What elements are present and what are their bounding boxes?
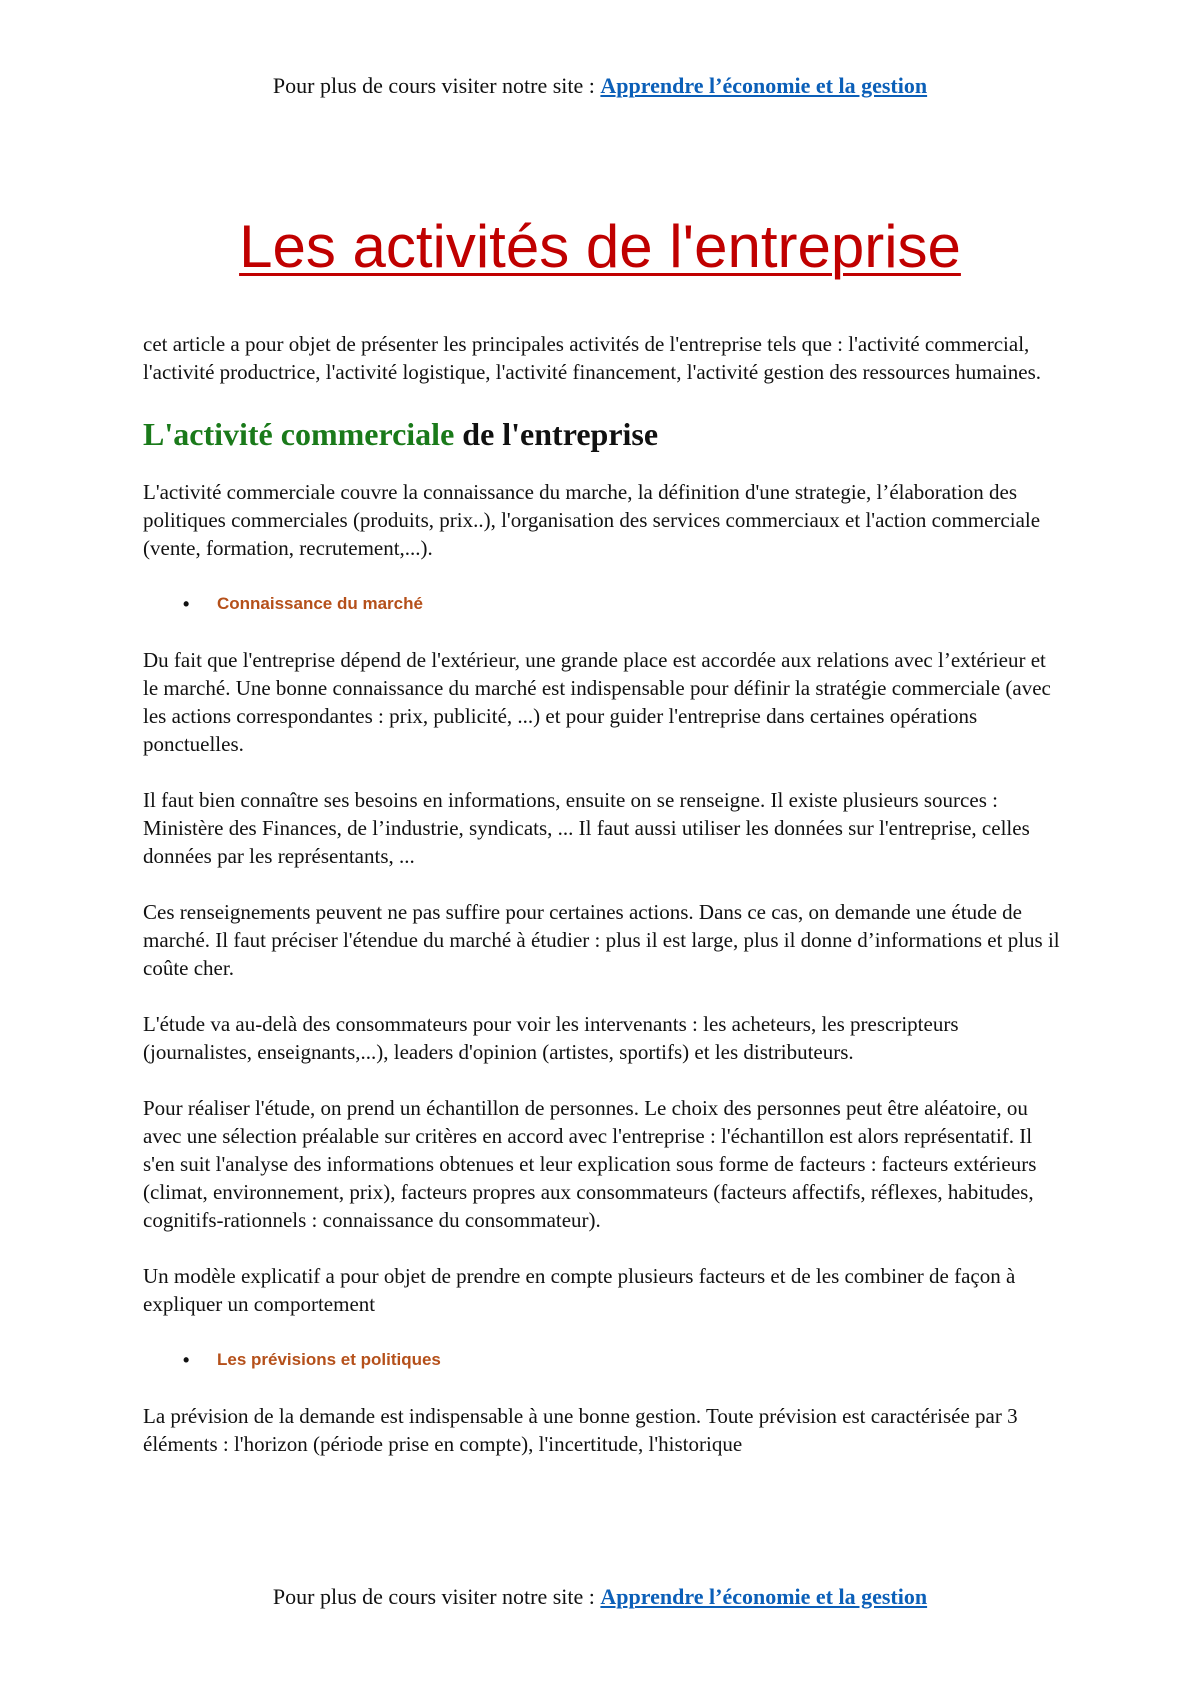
bullet-dot-icon: • — [183, 594, 190, 614]
footer-prefix: Pour plus de cours visiter notre site : — [272, 1584, 601, 1609]
page-title — [0, 212, 1200, 282]
header-prefix: Pour plus de cours visiter notre site : — [272, 73, 601, 98]
bullet-dot-icon: • — [183, 1350, 190, 1370]
header-site-link[interactable]: Apprendre l’économie et la gestion — [600, 73, 928, 98]
paragraph-5: L'étude va au-delà des consommateurs pour voir les intervenants : les acheteurs, les prescripteurs (journalistes, enseignants,...), leaders d'opinion (artistes, sportifs) et les distributeurs. — [143, 1012, 959, 1064]
paragraph-1: L'activité commerciale couvre la connaissance du marche, la définition d'une strategie, l’élaboration des politiques commerciales (produits, prix..), l'organisation des services commerciaux et l'action commerciale (vente, formation, recrutement,...). — [143, 480, 1041, 560]
footer-banner — [0, 1583, 1200, 1611]
bullet-label: Connaissance du marché — [217, 594, 423, 613]
footer-site-link[interactable]: Apprendre l’économie et la gestion — [600, 1584, 928, 1609]
paragraph-8: La prévision de la demande est indispensable à une bonne gestion. Toute prévision est caractérisée par 3 éléments : l'horizon (période prise en compte), l'incertitude, l'historique — [143, 1404, 1018, 1456]
bullet-previsions-politiques — [143, 1346, 1063, 1374]
page-title-text: Les activités de l'entreprise — [239, 213, 961, 280]
header-banner — [0, 72, 1200, 100]
intro-paragraph: cet article a pour objet de présenter les principales activités de l'entreprise tels que : l'activité commercial, l'activité productrice, l'activité logistique, l'activité financement, l'activité gestion des ressources humaines. — [143, 332, 1042, 384]
section-heading-black: de l'entreprise — [454, 416, 659, 452]
paragraph-4: Ces renseignements peuvent ne pas suffire pour certaines actions. Dans ce cas, on demande une étude de marché. Il faut préciser l'étendue du marché à étudier : plus il est large, plus il donne d’informations et plus il coûte cher. — [143, 900, 1060, 980]
paragraph-6: Pour réaliser l'étude, on prend un échantillon de personnes. Le choix des personnes peut être aléatoire, ou avec une sélection préalable sur critères en accord avec l'entreprise : l'échantillon est alors représentatif. Il s'en suit l'analyse des informations obtenues et leur explication sous forme de facteurs : facteurs extérieurs (climat, environnement, prix), facteurs propres aux consommateurs (facteurs affectifs, réflexes, habitudes, cognitifs-rationnels : connaissance du consommateur). — [143, 1096, 1037, 1232]
paragraph-7: Un modèle explicatif a pour objet de prendre en compte plusieurs facteurs et de les combiner de façon à expliquer un comportement — [143, 1264, 1016, 1316]
section-heading — [143, 414, 1063, 454]
article-body — [143, 330, 1063, 1486]
bullet-label: Les prévisions et politiques — [217, 1350, 441, 1369]
bullet-connaissance-marche — [143, 590, 1063, 618]
paragraph-2: Du fait que l'entreprise dépend de l'extérieur, une grande place est accordée aux relations avec l’extérieur et le marché. Une bonne connaissance du marché est indispensable pour définir la stratégie commerciale (avec les actions correspondantes : prix, publicité, ...) et pour guider l'entreprise dans certaines opérations ponctuelles. — [143, 648, 1051, 756]
paragraph-3: Il faut bien connaître ses besoins en informations, ensuite on se renseigne. Il existe plusieurs sources : Ministère des Finances, de l’industrie, syndicats, ... Il faut aussi utiliser les données sur l'entreprise, celles données par les représentants, ... — [143, 788, 1030, 868]
section-heading-green: L'activité commerciale — [143, 416, 455, 452]
